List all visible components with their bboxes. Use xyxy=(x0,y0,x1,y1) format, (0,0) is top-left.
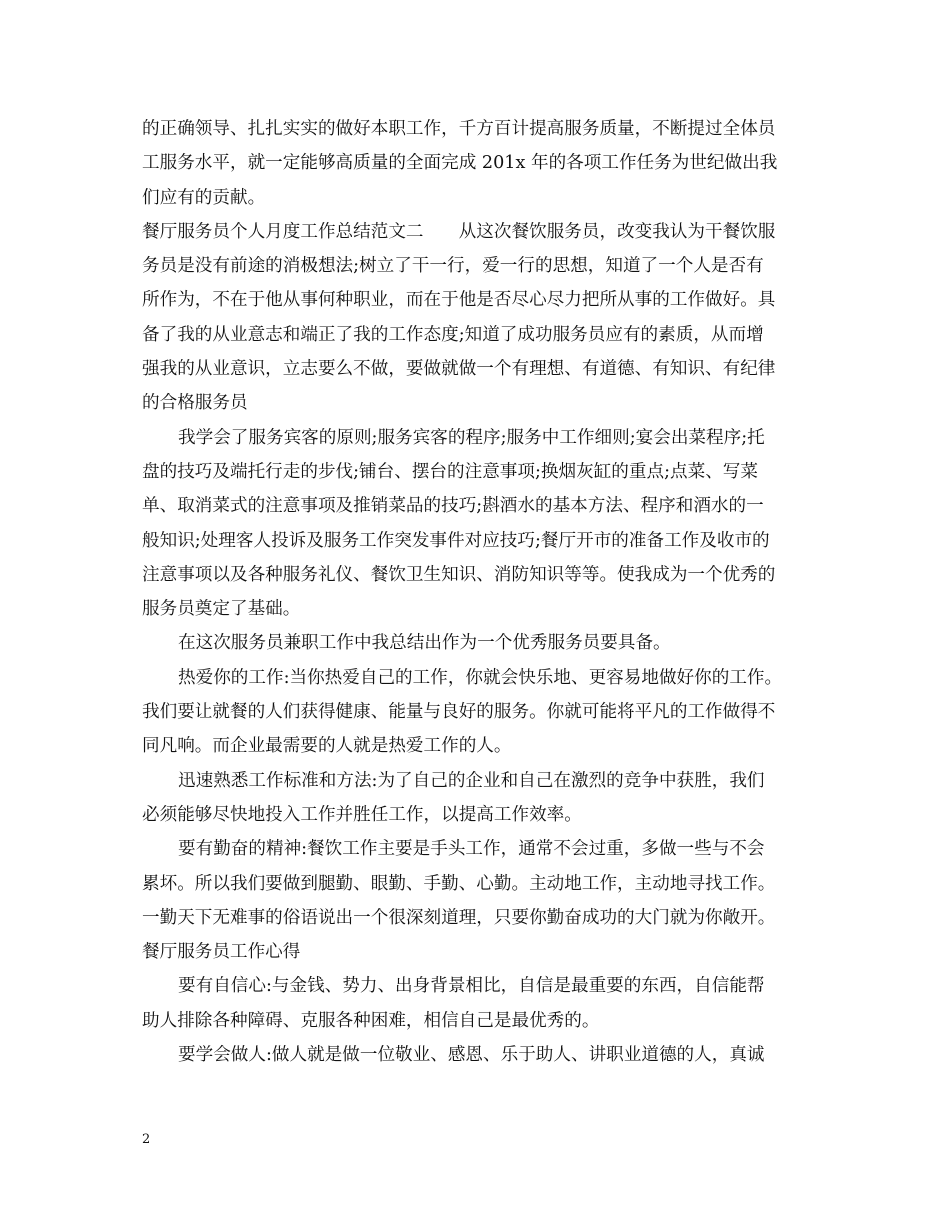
document-body xyxy=(142,112,828,1072)
text-line: 累坏。所以我们要做到腿勤、眼勤、手勤、心勤。主动地工作，主动地寻找工作。 xyxy=(142,873,776,894)
text-line: 单、取消菜式的注意事项及推销菜品的技巧;斟酒水的基本方法、程序和酒水的一 xyxy=(142,496,764,517)
text-line: 们应有的贡献。 xyxy=(142,187,266,208)
text-line: 我们要让就餐的人们获得健康、能量与良好的服务。你就可能将平凡的工作做得不 xyxy=(142,702,776,723)
page-number: 2 xyxy=(142,1132,151,1147)
text-line: 助人排除各种障碍、克服各种困难，相信自己是最优秀的。 xyxy=(142,1010,600,1031)
text-line: 备了我的从业意志和端正了我的工作态度;知道了成功服务员应有的素质，从而增 xyxy=(142,324,764,345)
text-line: 的合格服务员 xyxy=(142,393,248,414)
text-line: 般知识;处理客人投诉及服务工作突发事件对应技巧;餐厅开市的准备工作及收市的 xyxy=(142,530,770,551)
text-line: 所作为，不在于他从事何种职业，而在于他是否尽心尽力把所从事的工作做好。具 xyxy=(142,290,776,311)
text-line: 我学会了服务宾客的原则;服务宾客的程序;服务中工作细则;宴会出菜程序;托 xyxy=(178,427,765,448)
text-line: 服务员奠定了基础。 xyxy=(142,599,301,620)
text-line: 热爱你的工作:当你热爱自己的工作，你就会快乐地、更容易地做好你的工作。 xyxy=(178,667,783,688)
text-line: 强我的从业意识，立志要么不做，要做就做一个有理想、有道德、有知识、有纪律 xyxy=(142,359,776,380)
text-line: 餐厅服务员工作心得 xyxy=(142,942,301,963)
text-line: 工服务水平，就一定能够高质量的全面完成 201x 年的各项工作任务为世纪做出我 xyxy=(142,153,778,174)
text-line: 同凡响。而企业最需要的人就是热爱工作的人。 xyxy=(142,736,512,757)
text-line: 的正确领导、扎扎实实的做好本职工作，千方百计提高服务质量，不断提过全体员 xyxy=(142,119,776,139)
text-line: 要学会做人:做人就是做一位敬业、感恩、乐于助人、讲职业道德的人，真诚 xyxy=(178,1045,765,1066)
text-line: 要有勤奋的精神:餐饮工作主要是手头工作，通常不会过重，多做一些与不会 xyxy=(178,839,765,860)
text-line: 务员是没有前途的消极想法;树立了干一行，爱一行的思想，知道了一个人是否有 xyxy=(142,256,764,277)
text-line: 必须能够尽快地投入工作并胜任工作，以提高工作效率。 xyxy=(142,804,582,825)
text-line: 盘的技巧及端托行走的步伐;铺台、摆台的注意事项;换烟灰缸的重点;点菜、写菜 xyxy=(142,461,758,482)
text-line: 注意事项以及各种服务礼仪、餐饮卫生知识、消防知识等等。使我成为一个优秀的 xyxy=(142,564,776,585)
text-line: 迅速熟悉工作标准和方法:为了自己的企业和自己在激烈的竞争中获胜，我们 xyxy=(178,770,765,791)
text-line: 在这次服务员兼职工作中我总结出作为一个优秀服务员要具备。 xyxy=(178,633,671,654)
text-line: 要有自信心:与金钱、势力、出身背景相比，自信是最重要的东西，自信能帮 xyxy=(178,976,765,997)
text-line: 一勤天下无难事的俗语说出一个很深刻道理，只要你勤奋成功的大门就为你敞开。 xyxy=(142,907,776,928)
text-line: 餐厅服务员个人月度工作总结范文二 从这次餐饮服务员，改变我认为干餐饮服 xyxy=(142,221,776,242)
